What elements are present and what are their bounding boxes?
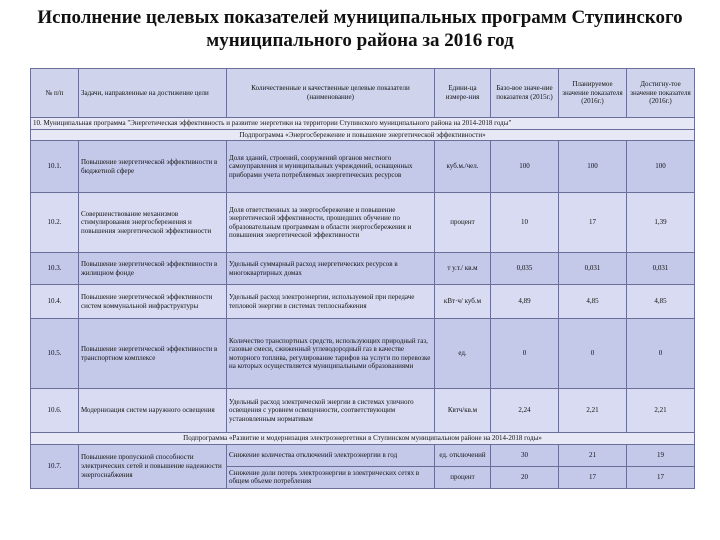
- row-task: Повышение энергетической эффективности систем коммунальной инфраструктуры: [79, 285, 227, 319]
- header-achieved: Достигну-тое значение показателя (2016г.): [627, 69, 695, 118]
- header-base: Базо-вое значе-ние показателя (2015г.): [491, 69, 559, 118]
- subprogram-row: [31, 433, 695, 445]
- table-row: [31, 444, 695, 466]
- table-row: [31, 389, 695, 433]
- row-base: 4,89: [491, 285, 559, 319]
- subprogram-title: Подпрограмма «Энергосбережение и повышение энергетической эффективности»: [31, 129, 695, 141]
- row-unit: т у.т./ кв.м: [435, 253, 491, 285]
- header-planned: Планируемое значение показателя (2016г.): [559, 69, 627, 118]
- table-row: [31, 141, 695, 193]
- row-planned: 0,031: [559, 253, 627, 285]
- row-indicator: Снижение количества отключений электроэнергии в год: [227, 444, 435, 466]
- row-task: Повышение энергетической эффективности в жилищном фонде: [79, 253, 227, 285]
- row-num: 10.2.: [31, 193, 79, 253]
- program-title: 10. Муниципальная программа "Энергетическая эффективность и развитие энергетики на территории Ступинского муниципального района на 2014-2018 годы": [31, 118, 695, 130]
- row-unit: кВт·ч/ куб.м: [435, 285, 491, 319]
- row-task: Совершенствование механизмов стимулирования энергосбережения и повышения энергетической эффективности: [79, 193, 227, 253]
- row-task: Повышение энергетической эффективности в бюджетной сфере: [79, 141, 227, 193]
- row-unit: Квтч/кв.м: [435, 389, 491, 433]
- row-planned: 4,85: [559, 285, 627, 319]
- row-achieved: 0,031: [627, 253, 695, 285]
- header-num: № п/п: [31, 69, 79, 118]
- table-row: [31, 193, 695, 253]
- row-achieved: 100: [627, 141, 695, 193]
- row-indicator: Количество транспортных средств, использующих природный газ, газовые смеси, сжиженный углеводородный газ в качестве моторного топлива, регулирование тарифов на услуги по перевозке на которых осуществляется муниципальными образованиями: [227, 319, 435, 389]
- row-num: 10.7.: [31, 444, 79, 488]
- table-row: [31, 319, 695, 389]
- row-planned: 17: [559, 466, 627, 488]
- row-unit: куб.м./чел.: [435, 141, 491, 193]
- row-base: 0: [491, 319, 559, 389]
- indicators-table: [30, 68, 695, 489]
- row-indicator: Доля ответственных за энергосбережение и повышение энергетической эффективности, прошедших обучение по образовательным программам в области энергосбережения и повышения энергетической эффективности: [227, 193, 435, 253]
- header-tasks: Задачи, направленные на достижение цели: [79, 69, 227, 118]
- row-achieved: 17: [627, 466, 695, 488]
- row-num: 10.6.: [31, 389, 79, 433]
- row-indicator: Удельный суммарный расход энергетических ресурсов в многоквартирных домах: [227, 253, 435, 285]
- table-row: [31, 253, 695, 285]
- row-indicator: Снижение доли потерь электроэнергии в электрических сетях в общем объеме потребления: [227, 466, 435, 488]
- table-header-row: [31, 69, 695, 118]
- row-base: 100: [491, 141, 559, 193]
- row-task: Модернизация систем наружного освещения: [79, 389, 227, 433]
- row-achieved: 0: [627, 319, 695, 389]
- subprogram-row: [31, 129, 695, 141]
- row-planned: 100: [559, 141, 627, 193]
- row-indicator: Удельный расход электрической энергии в системах уличного освещения с уровнем освещенности, соответствующим установленным нормативам: [227, 389, 435, 433]
- row-planned: 17: [559, 193, 627, 253]
- row-base: 10: [491, 193, 559, 253]
- row-num: 10.1.: [31, 141, 79, 193]
- header-indicators: Количественные и качественные целевые показатели (наименование): [227, 69, 435, 118]
- subprogram-title: Подпрограмма «Развитие и модернизация электроэнергетики в Ступинском муниципальном районе на 2014-2018 годы»: [31, 433, 695, 445]
- row-achieved: 1,39: [627, 193, 695, 253]
- row-achieved: 2,21: [627, 389, 695, 433]
- program-title-row: [31, 118, 695, 130]
- row-planned: 21: [559, 444, 627, 466]
- row-indicator: Доля зданий, строений, сооружений органов местного самоуправления и муниципальных учреждений, оснащенных приборами учета потребляемых энергетических ресурсов: [227, 141, 435, 193]
- row-base: 20: [491, 466, 559, 488]
- row-num: 10.5.: [31, 319, 79, 389]
- row-unit: ед.: [435, 319, 491, 389]
- row-achieved: 4,85: [627, 285, 695, 319]
- header-unit: Едини-ца измере-ния: [435, 69, 491, 118]
- row-task: Повышение пропускной способности электрических сетей и повышение надежности энергоснабжения: [79, 444, 227, 488]
- row-planned: 0: [559, 319, 627, 389]
- row-task: Повышение энергетической эффективности в транспортном комплексе: [79, 319, 227, 389]
- row-indicator: Удельный расход электроэнергии, используемой при передаче тепловой энергии в системах теплоснабжения: [227, 285, 435, 319]
- row-base: 0,035: [491, 253, 559, 285]
- row-unit: процент: [435, 193, 491, 253]
- row-unit: процент: [435, 466, 491, 488]
- table-row: [31, 285, 695, 319]
- row-planned: 2,21: [559, 389, 627, 433]
- row-base: 30: [491, 444, 559, 466]
- row-unit: ед. отключений: [435, 444, 491, 466]
- row-num: 10.3.: [31, 253, 79, 285]
- row-achieved: 19: [627, 444, 695, 466]
- row-base: 2,24: [491, 389, 559, 433]
- row-num: 10.4.: [31, 285, 79, 319]
- page-title: Исполнение целевых показателей муниципальных программ Ступинского муниципального района за 2016 год: [37, 7, 683, 51]
